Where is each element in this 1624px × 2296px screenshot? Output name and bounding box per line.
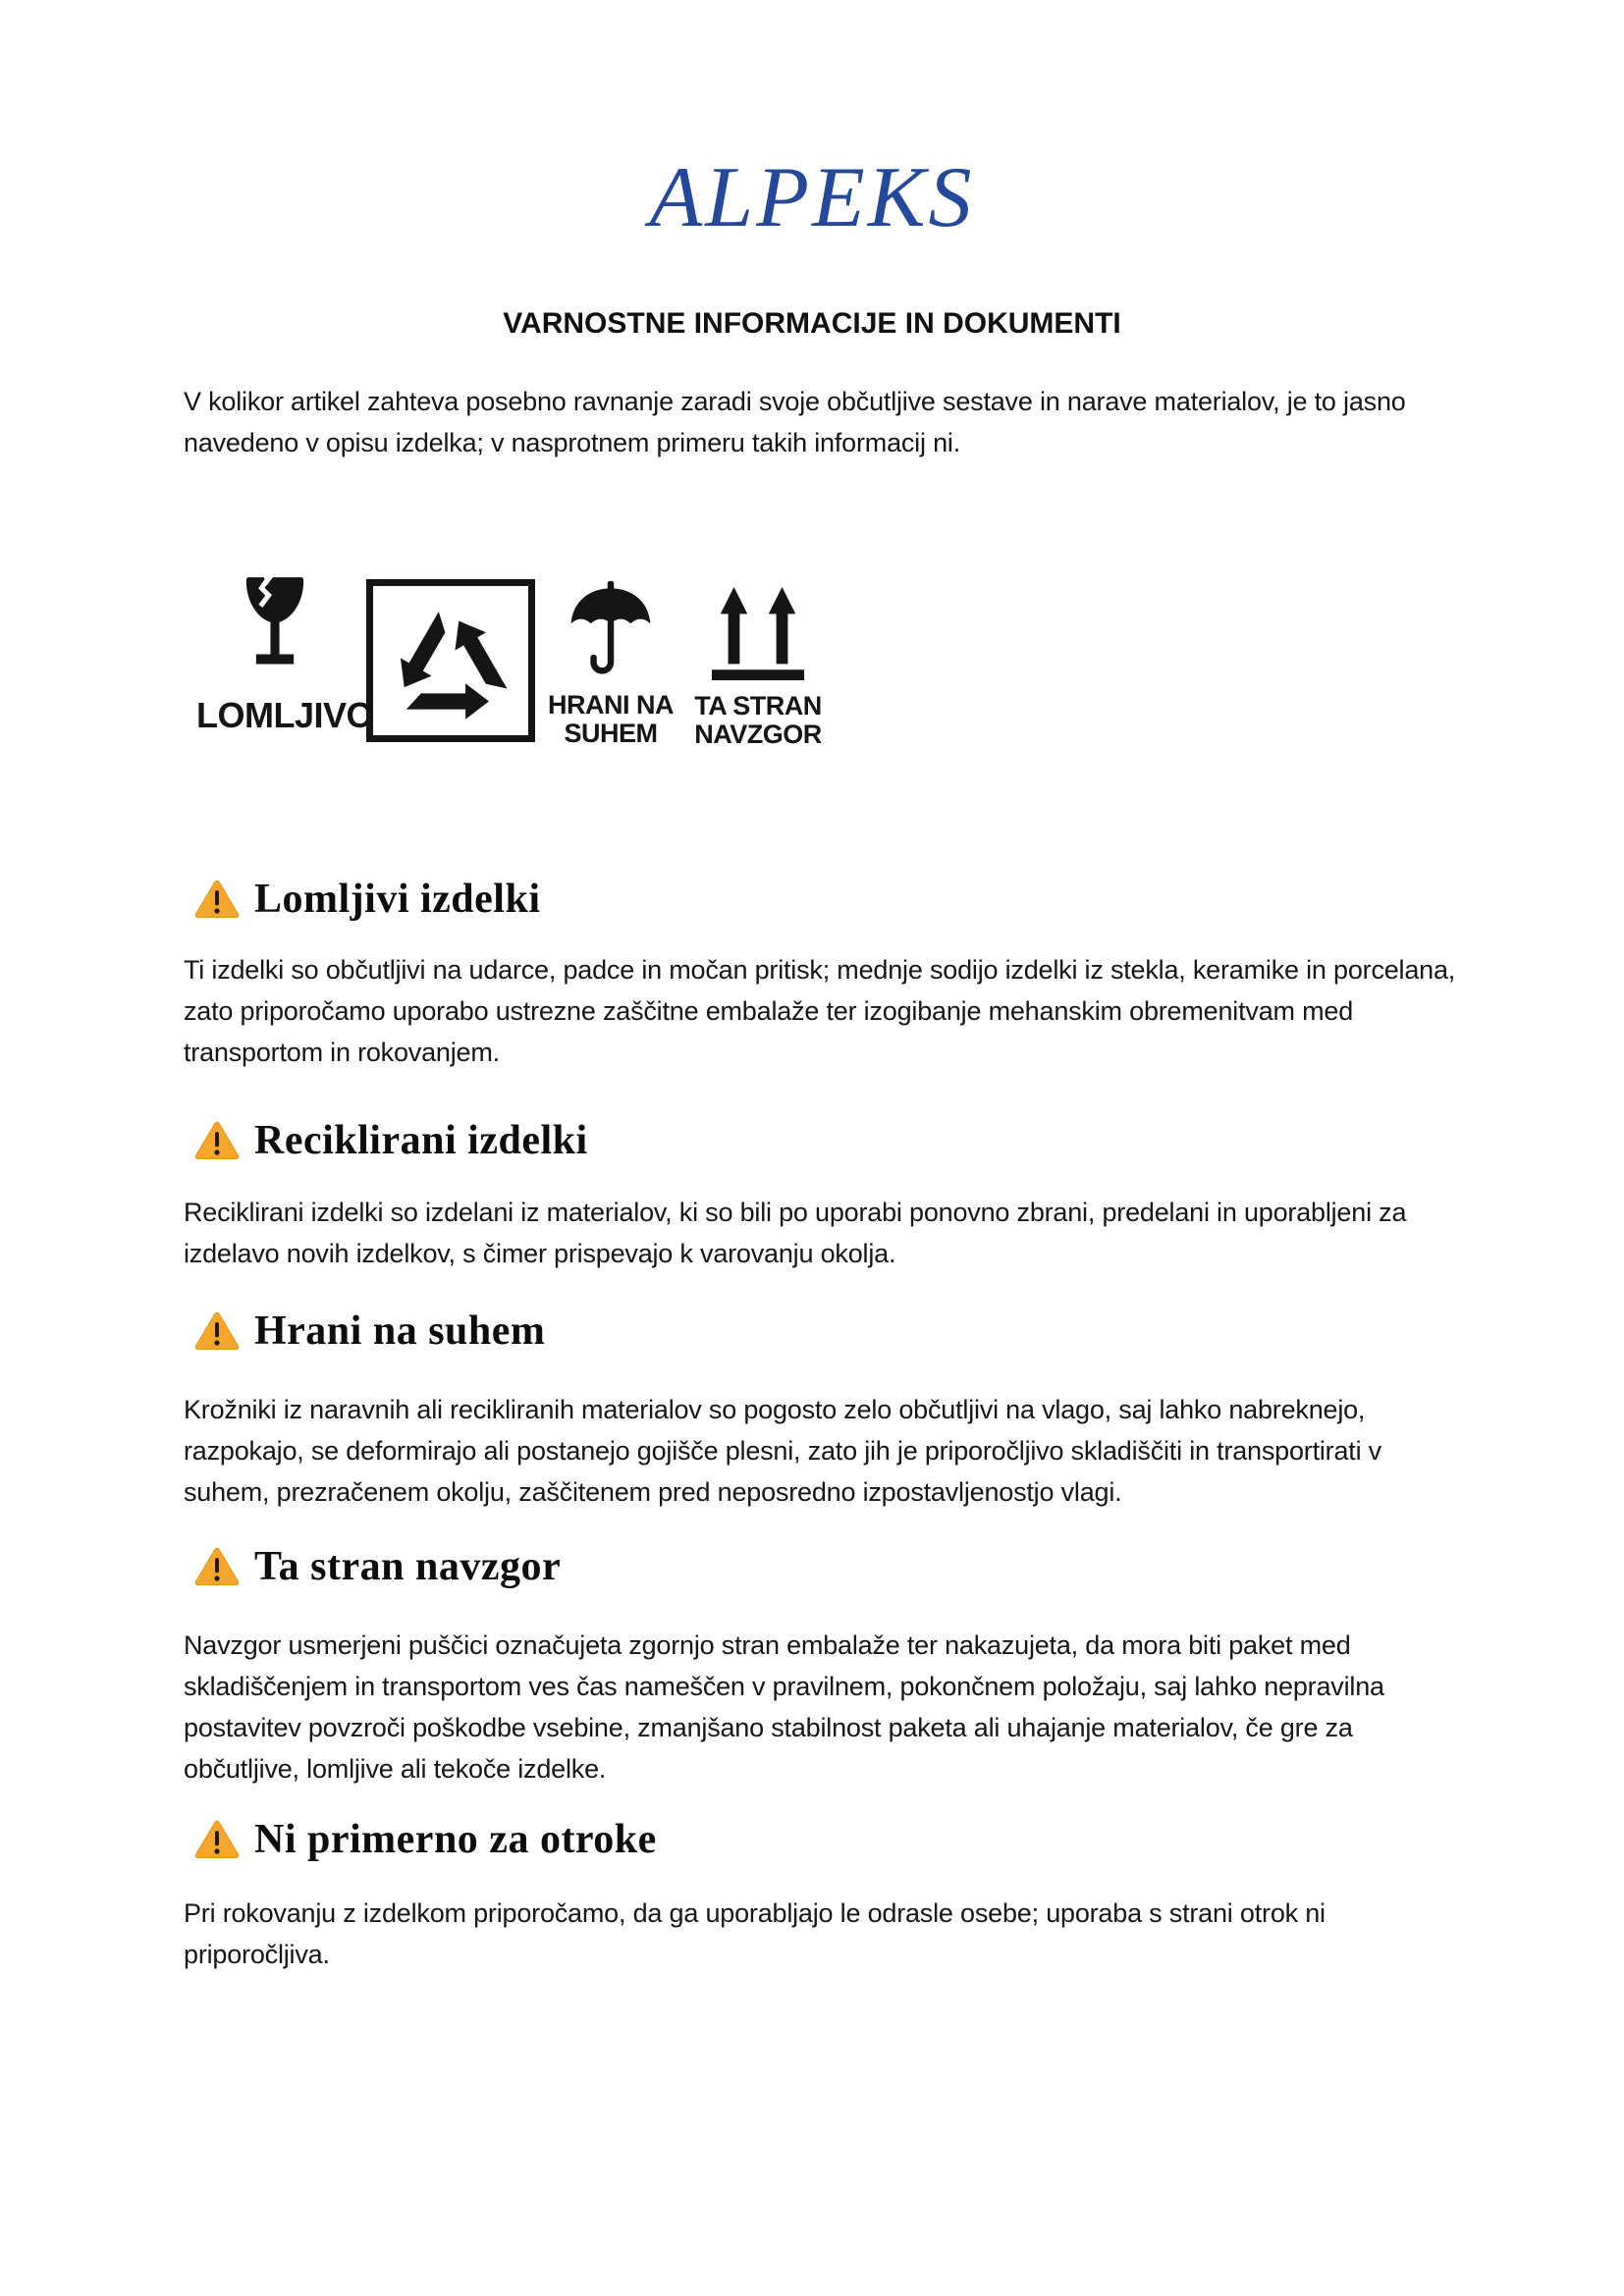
- this-side-up-arrows-icon: [710, 585, 806, 681]
- warning-triangle-icon: [194, 1547, 240, 1587]
- recycle-border-box: [366, 579, 535, 742]
- fragile-glass-icon: [235, 575, 315, 683]
- company-logo: [0, 137, 1624, 283]
- fragile-label: LOMLJIVO: [196, 695, 374, 735]
- section-heading-not-for-children: [194, 1816, 657, 1863]
- symbol-recycle: [366, 579, 535, 742]
- keep-dry-label: HRANI NA SUHEM: [548, 690, 674, 748]
- section-heading-keep-dry: [194, 1308, 545, 1355]
- warning-triangle-icon: [194, 1820, 240, 1860]
- section-paragraph: Navzgor usmerjeni puščici označujeta zgornjo stran embalaže ter nakazujeta, da mora biti paket med skladiščenjem in transportom ves čas nameščen v pravilnem, pokončnem položaju, saj lahko nepravilna postavitev povzroči poškodbe vsebine, zmanjšano stabilnost paketa ali uhajanje materialov, če gre za občutljive, lomljive ali tekoče izdelke.: [184, 1630, 1384, 1784]
- this-side-up-label: TA STRAN NAVZGOR: [694, 691, 822, 749]
- section-heading-text: Hrani na suhem: [254, 1308, 546, 1354]
- section-heading-recycled: [194, 1117, 588, 1164]
- section-heading-text: Ni primerno za otroke: [254, 1817, 657, 1862]
- section-heading-text: Reciklirani izdelki: [254, 1118, 588, 1163]
- warning-triangle-icon: [194, 1311, 240, 1352]
- company-logo-text: ALPEKS: [649, 150, 975, 245]
- symbol-keep-dry: [546, 581, 676, 748]
- section-heading-fragile: [194, 876, 541, 923]
- keep-dry-umbrella-icon: [566, 581, 656, 680]
- section-paragraph: Pri rokovanju z izdelkom priporočamo, da ga uporabljajo le odrasle osebe; uporaba s strani otrok ni priporočljiva.: [184, 1898, 1326, 1969]
- section-paragraph: Krožniki iz naravnih ali recikliranih materialov so pogosto zelo občutljivi na vlago, saj lahko nabreknejo, razpokajo, se deformirajo ali postanejo gojišče plesni, zato jih je priporočljivo skladiščiti in transportirati v suhem, prezračenem okolju, zaščitenem pred neposredno izpostavljenostjo vlagi.: [184, 1395, 1381, 1507]
- section-heading-text: Lomljivi izdelki: [254, 877, 541, 922]
- symbol-fragile: [196, 575, 374, 735]
- recycling-icon: [388, 596, 514, 725]
- symbol-this-side-up: [692, 585, 824, 749]
- warning-triangle-icon: [194, 1121, 240, 1161]
- warning-triangle-icon: [194, 880, 240, 920]
- document-title: VARNOSTNE INFORMACIJE IN DOKUMENTI: [503, 307, 1121, 340]
- section-heading-text: Ta stran navzgor: [254, 1544, 562, 1589]
- intro-paragraph: V kolikor artikel zahteva posebno ravnanje zaradi svoje občutljive sestave in narave materialov, je to jasno navedeno v opisu izdelka; v nasprotnem primeru takih informacij ni.: [184, 387, 1406, 457]
- section-paragraph: Ti izdelki so občutljivi na udarce, padce in močan pritisk; mednje sodijo izdelki iz stekla, keramike in porcelana, zato priporočamo uporabo ustrezne zaščitne embalaže ter izogibanje mehanskim obremenitvam med transportom in rokovanjem.: [184, 955, 1456, 1067]
- section-paragraph: Reciklirani izdelki so izdelani iz materialov, ki so bili po uporabi ponovno zbrani, predelani in uporabljeni za izdelavo novih izdelkov, s čimer prispevajo k varovanju okolja.: [184, 1198, 1407, 1268]
- section-heading-this-side-up: [194, 1543, 561, 1590]
